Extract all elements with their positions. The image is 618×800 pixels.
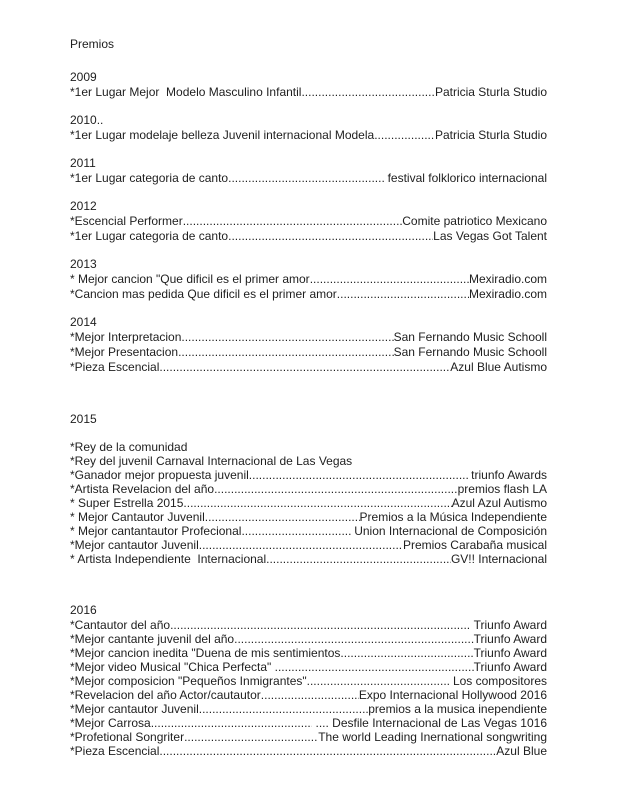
- dot-leader: [307, 674, 450, 688]
- award-name: * Mejor Cantautor Juvenil: [70, 510, 205, 524]
- dot-leader: [170, 618, 470, 632]
- award-org: Premios Carabaña musical: [402, 538, 547, 552]
- document-title: Premios: [70, 37, 115, 51]
- dot-leader: [228, 229, 433, 244]
- award-org: San Fernando Music Schooll: [393, 345, 547, 359]
- year-section-2012: [70, 199, 547, 244]
- dot-leader: [183, 496, 451, 510]
- award-name: *Mejor cantautor Juvenil: [70, 702, 199, 716]
- dot-leader: [337, 287, 469, 302]
- award-org: GV!! Internacional: [450, 552, 547, 566]
- award-org: Patricia Sturla Studio: [434, 85, 547, 99]
- award-name: *1er Lugar categoria de canto: [70, 171, 229, 185]
- award-org: Mexiradio.com: [468, 272, 547, 286]
- dot-leader: [266, 552, 451, 566]
- award-name: *Cantautor del año: [70, 618, 171, 632]
- dot-leader: [151, 716, 312, 730]
- award-org: Los compositores: [449, 674, 547, 688]
- dot-leader: [205, 510, 360, 524]
- award-name: * Artista Independiente Internacional: [70, 552, 267, 566]
- award-name: *Mejor Presentacion: [70, 345, 179, 359]
- award-entry: [70, 674, 547, 688]
- award-org: Triunfo Award: [473, 660, 547, 674]
- award-name: *Pieza Escencial: [70, 744, 160, 758]
- award-entry: [70, 496, 547, 510]
- award-entry: [70, 618, 547, 632]
- award-name: *Mejor video Musical "Chica Perfecta": [70, 660, 275, 674]
- year-heading: 2010..: [70, 113, 104, 127]
- award-entry: [70, 552, 547, 566]
- year-heading: 2014: [70, 315, 97, 329]
- year-heading: 2009: [70, 70, 97, 84]
- dot-leader: [199, 702, 368, 716]
- award-name: * Mejor cantantautor Profecional: [70, 524, 242, 538]
- award-org: Union Internacional de Composición: [350, 524, 547, 538]
- dot-leader: [275, 660, 474, 674]
- award-entry: [70, 85, 547, 100]
- dot-leader: [249, 468, 468, 482]
- award-entry: [70, 171, 547, 186]
- award-entry: [70, 128, 547, 143]
- award-name: *1er Lugar modelaje belleza Juvenil internacional Modela: [70, 128, 375, 142]
- award-entry: [70, 287, 547, 302]
- year-section-2009: [70, 70, 547, 100]
- year-heading: 2015: [70, 412, 97, 426]
- award-name: *Mejor cantautor Juvenil: [70, 538, 199, 552]
- dot-leader: [184, 730, 318, 744]
- award-entry: [70, 440, 547, 454]
- year-section-2010: [70, 113, 547, 143]
- award-name: *1er Lugar categoria de canto: [70, 229, 229, 243]
- year-heading: 2012: [70, 199, 97, 213]
- award-org: Triunfo Award: [473, 646, 547, 660]
- dot-leader: [183, 214, 403, 229]
- award-entry: [70, 646, 547, 660]
- award-org: festival folklorico internacional: [384, 171, 547, 185]
- award-entry: [70, 330, 547, 345]
- year-heading: 2016: [70, 603, 97, 617]
- year-section-2014: [70, 315, 547, 375]
- award-entry: [70, 688, 547, 702]
- award-org: Las Vegas Got Talent: [433, 229, 547, 243]
- dot-leader: [261, 688, 359, 702]
- award-entry: [70, 510, 547, 524]
- award-name: * Mejor cancion "Que dificil es el primer amor: [70, 272, 310, 286]
- dot-leader: [228, 171, 384, 186]
- dot-leader: [159, 360, 450, 375]
- year-heading: 2013: [70, 257, 97, 271]
- award-name: *Escencial Performer: [70, 214, 183, 228]
- dot-leader: [374, 128, 435, 143]
- award-org: .... Desfile Internacional de Las Vegas 1016: [312, 716, 547, 730]
- award-name: *Artista Revelacion del año: [70, 482, 215, 496]
- award-name: *Rey de la comunidad: [70, 440, 188, 454]
- award-entry: [70, 360, 547, 375]
- award-entry: [70, 482, 547, 496]
- award-org: Triunfo Award: [473, 632, 547, 646]
- dot-leader: [181, 330, 393, 345]
- award-name: *Revelacion del año Actor/cautautor: [70, 688, 261, 702]
- award-entry: [70, 660, 547, 674]
- year-section-2015: [70, 412, 547, 566]
- award-org: The world Leading Inernational songwriting: [318, 730, 547, 744]
- dot-leader: [159, 744, 496, 758]
- year-section-2011: [70, 156, 547, 186]
- award-org: premios flash LA: [457, 482, 547, 496]
- year-heading: 2011: [70, 156, 96, 170]
- award-org: Triunfo Award: [470, 618, 547, 632]
- award-name: *Mejor Carrosa: [70, 716, 151, 730]
- award-org: Patricia Sturla Studio: [434, 128, 547, 142]
- award-name: * Super Estrella 2015: [70, 496, 184, 510]
- award-name: *1er Lugar Mejor Modelo Masculino Infantil: [70, 85, 302, 99]
- dot-leader: [340, 646, 473, 660]
- award-org: Premios a la Música Independiente: [359, 510, 547, 524]
- year-section-2013: [70, 257, 547, 302]
- award-org: triunfo Awards: [467, 468, 547, 482]
- dot-leader: [241, 524, 350, 538]
- award-entry: [70, 454, 547, 468]
- award-org: Mexiradio.com: [468, 287, 547, 301]
- award-org: Expo Internacional Hollywood 2016: [358, 688, 547, 702]
- award-name: *Rey del juvenil Carnaval Internacional de Las Vegas: [70, 454, 353, 468]
- award-entry: [70, 716, 547, 730]
- award-org: San Fernando Music Schooll: [393, 330, 547, 344]
- award-name: *Pieza Escencial: [70, 360, 160, 374]
- award-entry: [70, 345, 547, 360]
- dot-leader: [301, 85, 434, 100]
- award-org: Azul Blue Autismo: [450, 360, 547, 374]
- dot-leader: [214, 482, 458, 496]
- award-name: *Ganador mejor propuesta juvenil: [70, 468, 249, 482]
- award-entry: [70, 744, 547, 758]
- award-name: *Profetional Songriter: [70, 730, 185, 744]
- award-entry: [70, 524, 547, 538]
- award-org: Azul Blue: [496, 744, 547, 758]
- year-section-2016: [70, 603, 547, 758]
- dot-leader: [310, 272, 469, 287]
- award-name: *Mejor Interpretacion: [70, 330, 182, 344]
- award-entry: [70, 730, 547, 744]
- award-name: *Cancion mas pedida Que dificil es el primer amor: [70, 287, 337, 301]
- award-org: Azul Azul Autismo: [451, 496, 547, 510]
- awards-list: [70, 70, 547, 758]
- award-name: *Mejor composicion "Pequeños Inmigrantes": [70, 674, 307, 688]
- award-entry: [70, 214, 547, 229]
- award-org: Comite patriotico Mexicano: [402, 214, 547, 228]
- dot-leader: [178, 345, 394, 360]
- award-entry: [70, 538, 547, 552]
- award-entry: [70, 272, 547, 287]
- award-name: *Mejor cancion inedita "Duena de mis sentimientos: [70, 646, 341, 660]
- award-name: *Mejor cantante juvenil del año: [70, 632, 235, 646]
- award-entry: [70, 468, 547, 482]
- award-org: premios a la musica inependiente: [368, 702, 547, 716]
- award-entry: [70, 229, 547, 244]
- dot-leader: [199, 538, 403, 552]
- dot-leader: [234, 632, 474, 646]
- award-entry: [70, 702, 547, 716]
- award-entry: [70, 632, 547, 646]
